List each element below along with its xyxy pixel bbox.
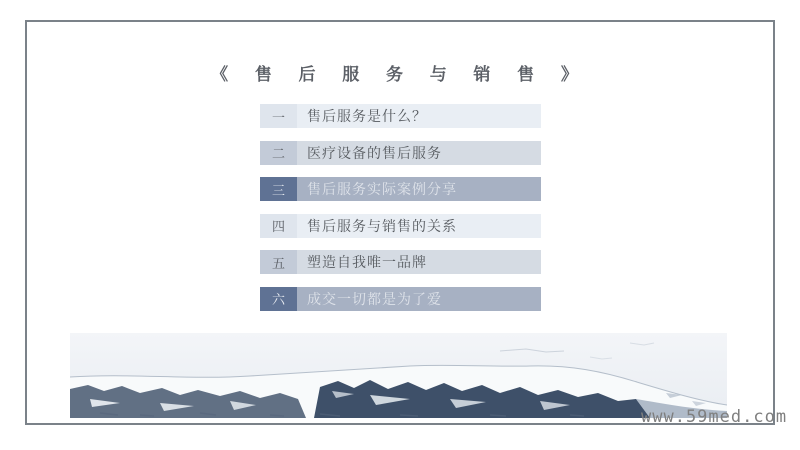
toc-item-label: 售后服务与销售的关系 — [297, 214, 541, 238]
toc-item-6[interactable] — [260, 287, 541, 311]
toc-item-label: 售后服务是什么？ — [297, 104, 541, 128]
toc-item-2[interactable] — [260, 141, 541, 165]
toc-item-number: 三 — [260, 177, 297, 201]
toc-item-number: 五 — [260, 250, 297, 274]
toc-item-3[interactable] — [260, 177, 541, 201]
toc-item-1[interactable] — [260, 104, 541, 128]
watermark-text: www.59med.com — [641, 407, 788, 427]
toc-item-label: 售后服务实际案例分享 — [297, 177, 541, 201]
toc-item-5[interactable] — [260, 250, 541, 274]
mountain-landscape-image — [70, 333, 727, 418]
toc-item-number: 一 — [260, 104, 297, 128]
slide-title: 《 售 后 服 务 与 销 售 》 — [211, 65, 589, 84]
toc-item-label: 塑造自我唯一品牌 — [297, 250, 541, 274]
toc-item-4[interactable] — [260, 214, 541, 238]
toc-item-label: 医疗设备的售后服务 — [297, 141, 541, 165]
toc-item-number: 六 — [260, 287, 297, 311]
toc-item-number: 四 — [260, 214, 297, 238]
toc-list — [260, 104, 541, 311]
toc-item-number: 二 — [260, 141, 297, 165]
toc-item-label: 成交一切都是为了爱 — [297, 287, 541, 311]
